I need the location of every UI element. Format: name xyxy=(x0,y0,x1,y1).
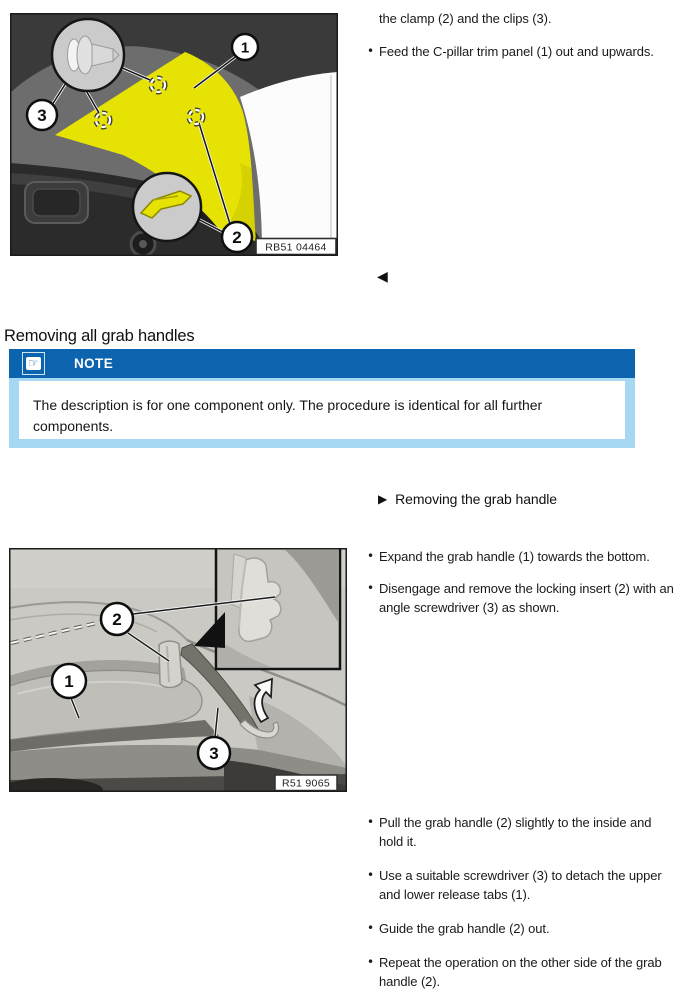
callout-2 xyxy=(222,222,252,252)
callout-3 xyxy=(198,737,230,769)
figure-label-plate xyxy=(275,775,337,791)
list-item xyxy=(367,813,679,851)
step-end-marker-icon: ◀ xyxy=(377,269,388,285)
bullet-icon: • xyxy=(367,955,374,969)
svg-text:3: 3 xyxy=(209,744,219,763)
bullet-icon: • xyxy=(367,815,374,829)
list-item xyxy=(367,919,679,938)
list-item xyxy=(367,547,679,566)
step-text: Guide the grab handle (2) out. xyxy=(379,921,550,936)
svg-text:3: 3 xyxy=(37,106,47,125)
note-hand-icon: ☞ xyxy=(22,352,45,375)
step-text: Disengage and remove the locking insert (2) with an angle screwdriver (3) as shown. xyxy=(379,581,674,615)
list-item xyxy=(367,579,679,617)
bullet-icon: • xyxy=(367,868,374,882)
step-text: Expand the grab handle (1) towards the bottom. xyxy=(379,549,650,564)
list-item xyxy=(367,953,679,991)
continuation-text: the clamp (2) and the clips (3). xyxy=(379,11,552,26)
subheading-text: Removing the grab handle xyxy=(395,491,557,507)
anchor-knob-center xyxy=(139,240,147,248)
callout-1 xyxy=(52,664,86,698)
callout-3 xyxy=(27,100,57,130)
svg-text:RB51 04464: RB51 04464 xyxy=(265,241,327,254)
list-item xyxy=(367,866,679,904)
section-heading: Removing all grab handles xyxy=(4,327,195,345)
callout-1 xyxy=(232,34,258,60)
locking-insert-inset xyxy=(216,548,340,669)
step-text: Repeat the operation on the other side of the grab handle (2). xyxy=(379,955,662,989)
list-item xyxy=(367,42,679,61)
grab-handle-steps xyxy=(367,813,679,993)
figure-grab-handle-photo xyxy=(9,548,347,792)
note-body-text: The description is for one component only. The procedure is identical for all further components. xyxy=(9,378,635,448)
forward-marker-icon: ▶ xyxy=(378,492,388,506)
figure-c-pillar-photo xyxy=(10,13,338,256)
svg-text:1: 1 xyxy=(64,672,74,691)
step-text: Use a suitable screwdriver (3) to detach the upper and lower release tabs (1). xyxy=(379,868,662,902)
c-pillar-instructions xyxy=(367,9,679,61)
figure-label-plate xyxy=(256,239,336,255)
svg-text:2: 2 xyxy=(232,228,242,247)
callout-2 xyxy=(101,603,133,635)
note-header xyxy=(9,349,635,378)
bullet-icon: • xyxy=(367,581,374,595)
bullet-icon: • xyxy=(367,44,374,58)
note-box xyxy=(9,349,635,448)
procedure-subheading xyxy=(378,491,557,507)
step-text: Feed the C-pillar trim panel (1) out and upwards. xyxy=(379,44,654,59)
bullet-icon: • xyxy=(367,549,374,563)
handle-latch xyxy=(159,641,182,687)
bullet-icon: • xyxy=(367,921,374,935)
svg-text:1: 1 xyxy=(240,39,250,57)
recessed-handle-inner xyxy=(33,189,80,216)
step-text: Pull the grab handle (2) slightly to the inside and hold it. xyxy=(379,815,652,849)
svg-text:2: 2 xyxy=(112,610,122,629)
note-title: NOTE xyxy=(74,356,114,371)
svg-text:R51 9065: R51 9065 xyxy=(282,777,330,790)
grab-handle-instructions xyxy=(367,547,679,617)
